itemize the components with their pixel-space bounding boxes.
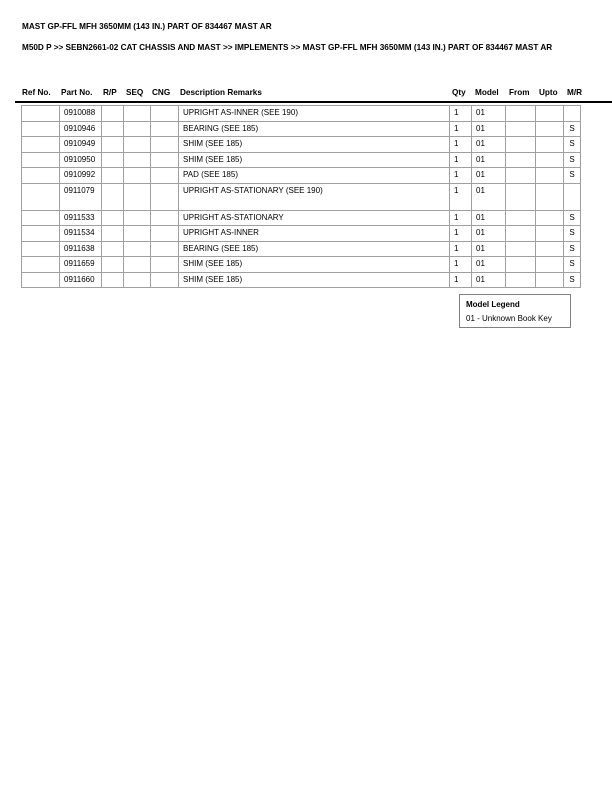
cell-seq bbox=[124, 106, 151, 122]
cell-description: UPRIGHT AS-STATIONARY (SEE 190) bbox=[179, 183, 450, 210]
cell-cng bbox=[151, 226, 179, 242]
cell-qty: 1 bbox=[450, 137, 472, 153]
cell-rp bbox=[102, 226, 124, 242]
cell-rp bbox=[102, 241, 124, 257]
cell-seq bbox=[124, 152, 151, 168]
cell-seq bbox=[124, 137, 151, 153]
cell-description: SHIM (SEE 185) bbox=[179, 137, 450, 153]
table-row bbox=[22, 241, 581, 257]
cell-cng bbox=[151, 152, 179, 168]
cell-from bbox=[506, 226, 536, 242]
table-row bbox=[22, 137, 581, 153]
cell-seq bbox=[124, 121, 151, 137]
cell-part-no: 0911660 bbox=[60, 272, 102, 288]
cell-qty: 1 bbox=[450, 152, 472, 168]
cell-qty: 1 bbox=[450, 272, 472, 288]
cell-upto bbox=[536, 168, 564, 184]
cell-cng bbox=[151, 121, 179, 137]
table-row bbox=[22, 152, 581, 168]
parts-table bbox=[21, 105, 581, 288]
header-rp: R/P bbox=[103, 88, 117, 97]
header-cng: CNG bbox=[152, 88, 171, 97]
cell-cng bbox=[151, 168, 179, 184]
page-title: MAST GP-FFL MFH 3650MM (143 IN.) PART OF 834467 MAST AR bbox=[22, 22, 272, 31]
cell-part-no: 0911638 bbox=[60, 241, 102, 257]
cell-from bbox=[506, 152, 536, 168]
cell-ref-no bbox=[22, 137, 60, 153]
cell-rp bbox=[102, 121, 124, 137]
cell-seq bbox=[124, 272, 151, 288]
cell-seq bbox=[124, 183, 151, 210]
cell-qty: 1 bbox=[450, 106, 472, 122]
cell-mr: S bbox=[564, 272, 581, 288]
cell-ref-no bbox=[22, 210, 60, 226]
cell-rp bbox=[102, 168, 124, 184]
cell-mr: S bbox=[564, 137, 581, 153]
cell-ref-no bbox=[22, 272, 60, 288]
cell-from bbox=[506, 272, 536, 288]
legend-title: Model Legend bbox=[466, 300, 520, 309]
cell-qty: 1 bbox=[450, 121, 472, 137]
cell-qty: 1 bbox=[450, 210, 472, 226]
cell-from bbox=[506, 168, 536, 184]
cell-qty: 1 bbox=[450, 226, 472, 242]
cell-qty: 1 bbox=[450, 241, 472, 257]
cell-cng bbox=[151, 272, 179, 288]
cell-ref-no bbox=[22, 152, 60, 168]
header-upto: Upto bbox=[539, 88, 558, 97]
cell-ref-no bbox=[22, 106, 60, 122]
cell-rp bbox=[102, 106, 124, 122]
cell-cng bbox=[151, 183, 179, 210]
cell-part-no: 0910992 bbox=[60, 168, 102, 184]
header-from: From bbox=[509, 88, 530, 97]
cell-mr: S bbox=[564, 210, 581, 226]
cell-description: PAD (SEE 185) bbox=[179, 168, 450, 184]
cell-cng bbox=[151, 137, 179, 153]
cell-description: SHIM (SEE 185) bbox=[179, 272, 450, 288]
legend-item: 01 - Unknown Book Key bbox=[466, 314, 552, 323]
cell-upto bbox=[536, 241, 564, 257]
table-row bbox=[22, 272, 581, 288]
cell-part-no: 0910946 bbox=[60, 121, 102, 137]
cell-mr: S bbox=[564, 152, 581, 168]
cell-rp bbox=[102, 152, 124, 168]
cell-cng bbox=[151, 210, 179, 226]
table-row bbox=[22, 226, 581, 242]
cell-from bbox=[506, 137, 536, 153]
cell-from bbox=[506, 210, 536, 226]
header-seq: SEQ bbox=[126, 88, 144, 97]
table-row bbox=[22, 210, 581, 226]
cell-mr: S bbox=[564, 257, 581, 273]
header-mr: M/R bbox=[567, 88, 583, 97]
cell-rp bbox=[102, 137, 124, 153]
cell-upto bbox=[536, 121, 564, 137]
header-qty: Qty bbox=[452, 88, 466, 97]
cell-upto bbox=[536, 210, 564, 226]
table-row bbox=[22, 183, 581, 210]
cell-mr: S bbox=[564, 121, 581, 137]
cell-model: 01 bbox=[472, 106, 506, 122]
cell-rp bbox=[102, 272, 124, 288]
cell-seq bbox=[124, 226, 151, 242]
cell-cng bbox=[151, 257, 179, 273]
cell-ref-no bbox=[22, 121, 60, 137]
cell-part-no: 0911079 bbox=[60, 183, 102, 210]
cell-upto bbox=[536, 272, 564, 288]
cell-upto bbox=[536, 183, 564, 210]
cell-model: 01 bbox=[472, 137, 506, 153]
cell-seq bbox=[124, 210, 151, 226]
cell-description: SHIM (SEE 185) bbox=[179, 152, 450, 168]
cell-description: UPRIGHT AS-INNER (SEE 190) bbox=[179, 106, 450, 122]
header-description: Description Remarks bbox=[180, 88, 262, 97]
cell-model: 01 bbox=[472, 241, 506, 257]
cell-ref-no bbox=[22, 168, 60, 184]
cell-from bbox=[506, 241, 536, 257]
cell-mr bbox=[564, 106, 581, 122]
cell-model: 01 bbox=[472, 272, 506, 288]
header-part-no: Part No. bbox=[61, 88, 93, 97]
cell-mr: S bbox=[564, 226, 581, 242]
cell-description: BEARING (SEE 185) bbox=[179, 241, 450, 257]
cell-model: 01 bbox=[472, 257, 506, 273]
cell-from bbox=[506, 121, 536, 137]
cell-from bbox=[506, 183, 536, 210]
cell-qty: 1 bbox=[450, 168, 472, 184]
model-legend bbox=[459, 294, 571, 328]
cell-upto bbox=[536, 226, 564, 242]
cell-upto bbox=[536, 137, 564, 153]
cell-from bbox=[506, 257, 536, 273]
cell-ref-no bbox=[22, 241, 60, 257]
cell-description: BEARING (SEE 185) bbox=[179, 121, 450, 137]
cell-model: 01 bbox=[472, 226, 506, 242]
cell-cng bbox=[151, 241, 179, 257]
cell-mr bbox=[564, 183, 581, 210]
cell-description: UPRIGHT AS-INNER bbox=[179, 226, 450, 242]
table-row bbox=[22, 257, 581, 273]
header-model: Model bbox=[475, 88, 499, 97]
table-row bbox=[22, 106, 581, 122]
cell-upto bbox=[536, 257, 564, 273]
cell-ref-no bbox=[22, 257, 60, 273]
cell-qty: 1 bbox=[450, 257, 472, 273]
cell-model: 01 bbox=[472, 183, 506, 210]
cell-ref-no bbox=[22, 183, 60, 210]
cell-rp bbox=[102, 210, 124, 226]
cell-part-no: 0910950 bbox=[60, 152, 102, 168]
cell-from bbox=[506, 106, 536, 122]
cell-part-no: 0911533 bbox=[60, 210, 102, 226]
table-row bbox=[22, 121, 581, 137]
cell-part-no: 0910088 bbox=[60, 106, 102, 122]
cell-seq bbox=[124, 168, 151, 184]
cell-model: 01 bbox=[472, 121, 506, 137]
cell-part-no: 0911659 bbox=[60, 257, 102, 273]
cell-rp bbox=[102, 183, 124, 210]
cell-upto bbox=[536, 152, 564, 168]
cell-seq bbox=[124, 241, 151, 257]
cell-part-no: 0910949 bbox=[60, 137, 102, 153]
cell-cng bbox=[151, 106, 179, 122]
cell-model: 01 bbox=[472, 210, 506, 226]
cell-mr: S bbox=[564, 168, 581, 184]
header-divider bbox=[15, 101, 612, 103]
cell-part-no: 0911534 bbox=[60, 226, 102, 242]
table-row bbox=[22, 168, 581, 184]
cell-model: 01 bbox=[472, 152, 506, 168]
header-ref-no: Ref No. bbox=[22, 88, 51, 97]
cell-qty: 1 bbox=[450, 183, 472, 210]
cell-ref-no bbox=[22, 226, 60, 242]
breadcrumb: M50D P >> SEBN2661-02 CAT CHASSIS AND MAST >> IMPLEMENTS >> MAST GP-FFL MFH 3650MM (143 IN.) PART OF 834467 MAST AR bbox=[22, 43, 553, 52]
cell-description: UPRIGHT AS-STATIONARY bbox=[179, 210, 450, 226]
cell-seq bbox=[124, 257, 151, 273]
table-header bbox=[0, 88, 612, 100]
cell-mr: S bbox=[564, 241, 581, 257]
cell-model: 01 bbox=[472, 168, 506, 184]
cell-description: SHIM (SEE 185) bbox=[179, 257, 450, 273]
cell-rp bbox=[102, 257, 124, 273]
cell-upto bbox=[536, 106, 564, 122]
